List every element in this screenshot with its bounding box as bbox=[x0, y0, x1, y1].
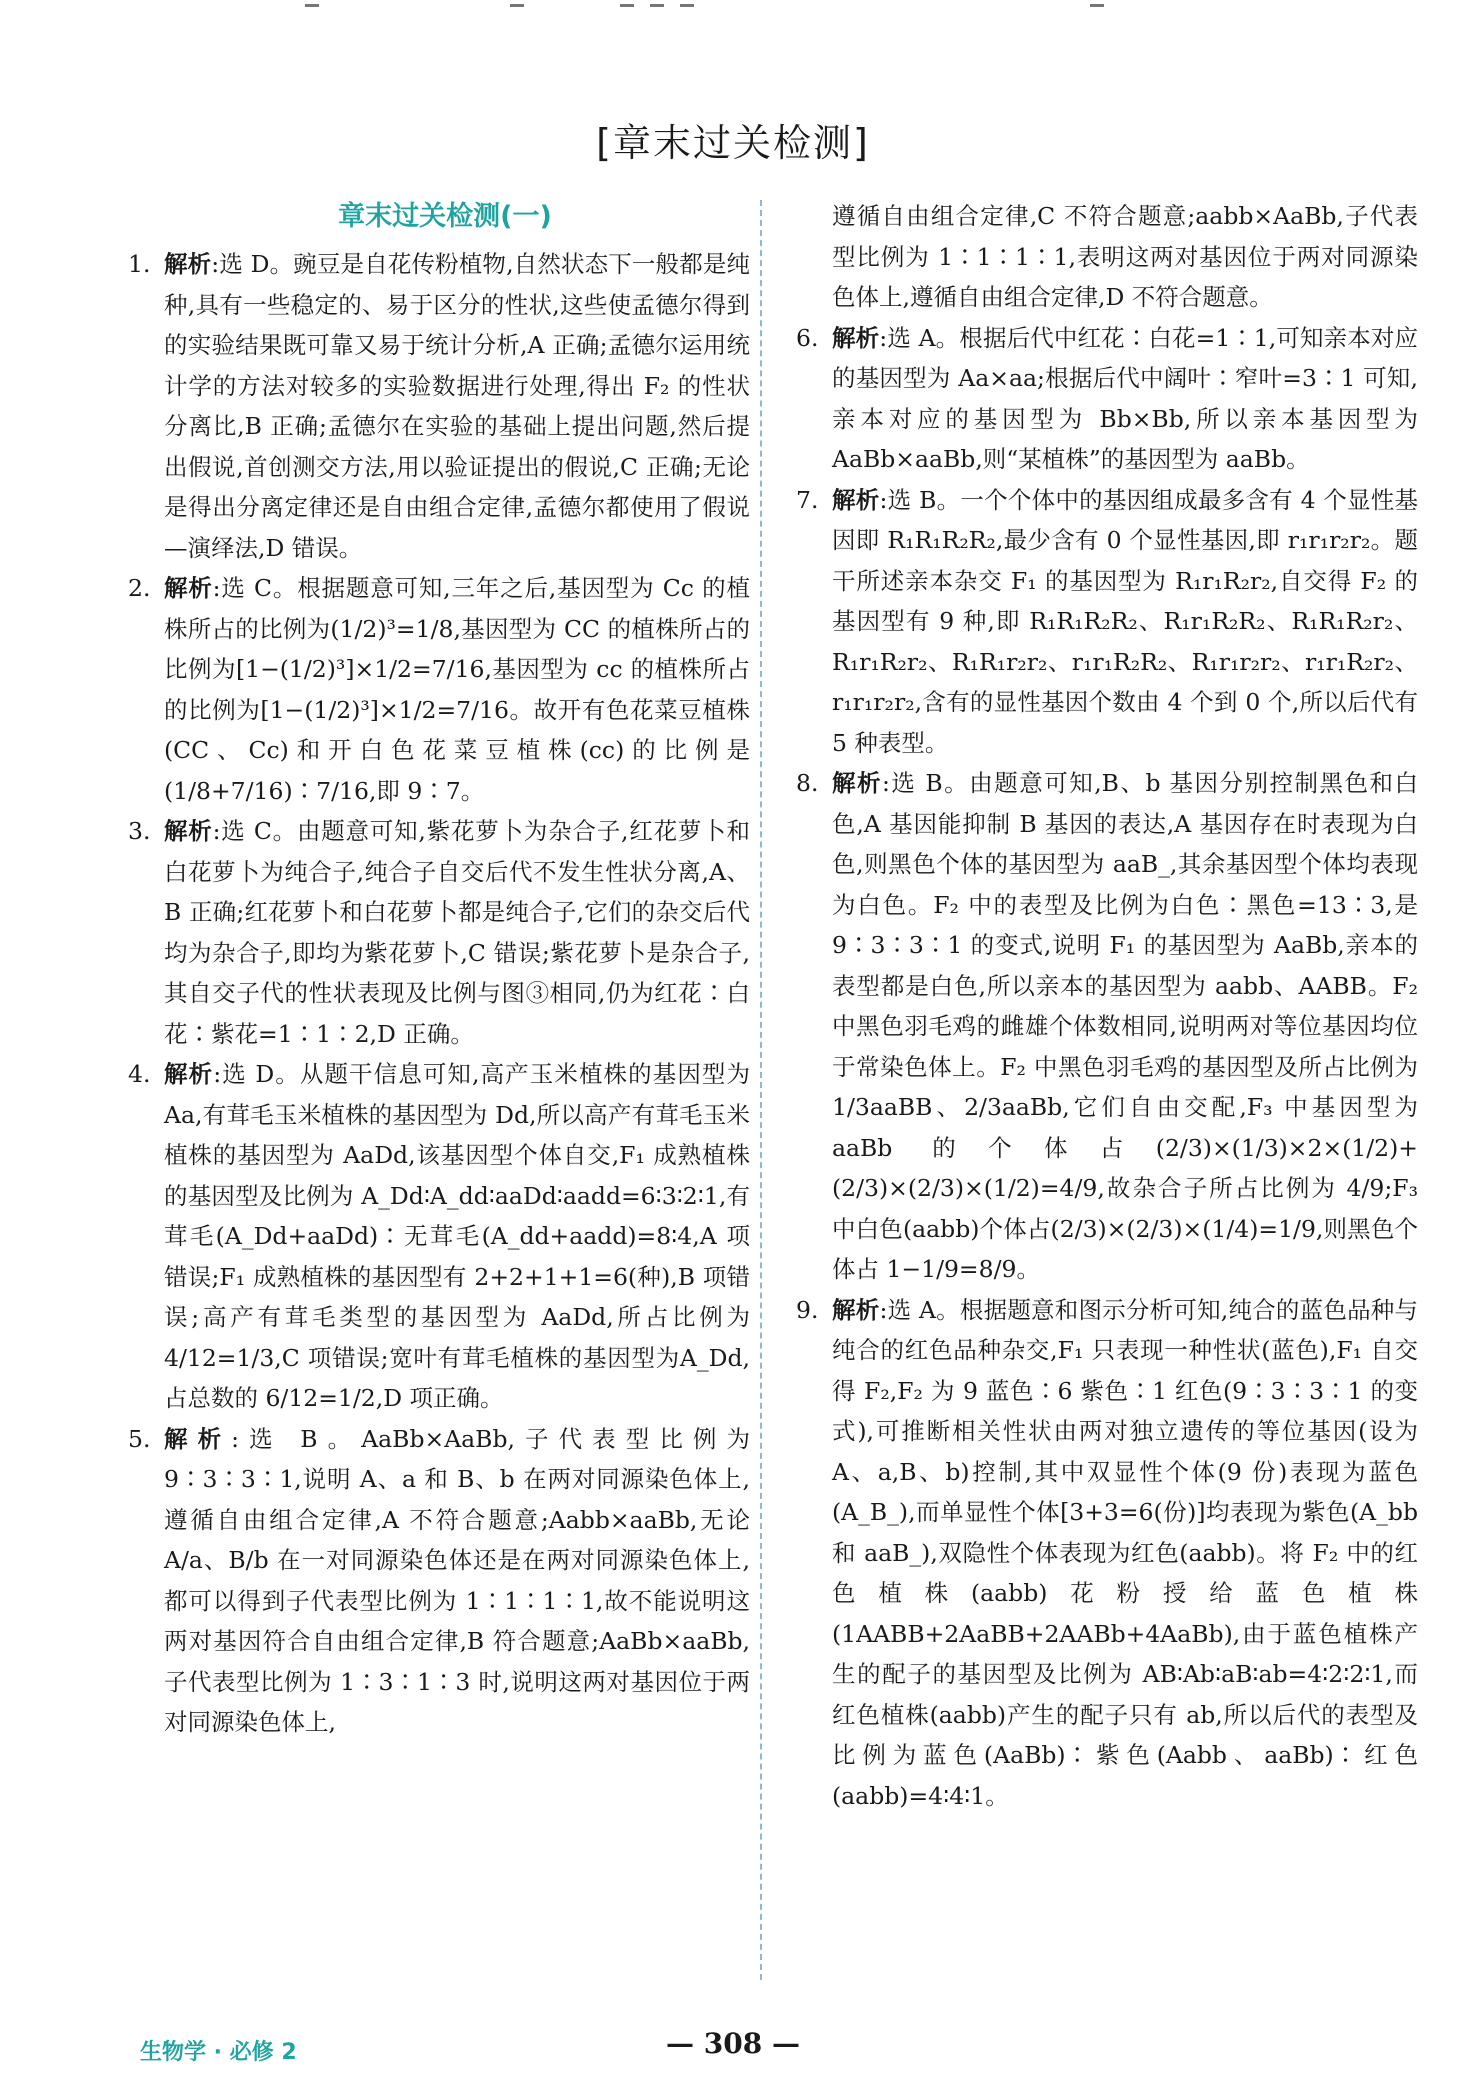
right-column bbox=[796, 196, 1419, 1816]
item-number: 9. bbox=[796, 1295, 819, 1324]
item-text: :选 A。根据后代中红花∶白花=1∶1,可知亲本对应的基因型为 Aa×aa;根据后代中阔叶∶窄叶=3∶1 可知,亲本对应的基因型为 Bb×Bb,所以亲本基因型为 AaBb×aaBb,则“某植株”的基因型为 aaBb。 bbox=[832, 323, 1419, 473]
page-number: — 308 — bbox=[666, 2027, 800, 2060]
continuation-text: 遵循自由组合定律,C 不符合题意;aabb×AaBb,子代表型比例为 1∶1∶1∶1,表明这两对基因位于两对同源染色体上,遵循自由组合定律,D 不符合题意。 bbox=[832, 202, 1418, 311]
answer-keyword: 解析 bbox=[832, 485, 880, 514]
item-text: :选 B。由题意可知,B、b 基因分别控制黑色和白色,A 基因能抑制 B 基因的表达,A 基因存在时表现为白色,则黑色个体的基因型为 aaB_,其余基因型个体均表现为白色。F₂ 中的表型及比例为白色∶黑色=13∶3,是 9∶3∶3∶1 的变式,说明 F₁ 的基因型为 AaBb,亲本的表型都是白色,所以亲本的基因型为 aabb、AABB。F₂ 中黑色羽毛鸡的雌雄个体数相同,说明两对等位基因均位于常染色体上。F₂ 中黑色羽毛鸡的基因型及所占比例为1/3aaBB、2/3aaBb,它们自由交配,F₃ 中基因型为 aaBb 的个体占(2/3)×(1/3)×2×(1/2)+(2/3)×(2/3)×(1/2)=4/9,故杂合子所占比例为 4/9;F₃ 中白色(aabb)个体占(2/3)×(2/3)×(1/4)=1/9,则黑色个体占 1−1/9=8/9。 bbox=[832, 769, 1418, 1283]
answer-keyword: 解析 bbox=[164, 817, 213, 845]
item-number: 6. bbox=[796, 323, 819, 352]
answer-keyword: 解析 bbox=[832, 769, 883, 797]
answer-keyword: 解析 bbox=[832, 1295, 880, 1324]
item-text: :选 D。豌豆是自花传粉植物,自然状态下一般都是纯种,具有一些稳定的、易于区分的性状,这些使孟德尔得到的实验结果既可靠又易于统计分析,A 正确;孟德尔运用统计学的方法对较多的实验数据进行处理,得出 F₂ 的性状分离比,B 正确;孟德尔在实验的基础上提出问题,然后提出假说,首创测交方法,用以验证提出的假说,C 正确;无论是得出分离定律还是自由组合定律,孟德尔都使用了假说—演绎法,D 错误。 bbox=[164, 250, 750, 562]
top-crop-marks bbox=[0, 0, 1466, 14]
item-number: 7. bbox=[796, 485, 819, 514]
item-text: :选 D。从题干信息可知,高产玉米植株的基因型为 Aa,有茸毛玉米植株的基因型为 Dd,所以高产有茸毛玉米植株的基因型为 AaDd,该基因型个体自交,F₁ 成熟植株的基因型及比例为 A_Dd∶A_dd∶aaDd∶aadd=6∶3∶2∶1,有茸毛(A_Dd+aaDd)∶无茸毛(A_dd+aadd)=8∶4,A 项错误;F₁ 成熟植株的基因型有 2+2+1+1=6(种),B 项错误;高产有茸毛类型的基因型为 AaDd,所占比例为 4/12=1/3,C 项错误;宽叶有茸毛植株的基因型为A_Dd,占总数的 6/12=1/2,D 项正确。 bbox=[164, 1060, 750, 1412]
item-number: 5. bbox=[128, 1424, 151, 1453]
answer-item bbox=[128, 244, 750, 568]
item-number: 3. bbox=[128, 817, 151, 845]
item-number: 2. bbox=[128, 574, 151, 602]
answer-keyword: 解析 bbox=[164, 1060, 214, 1088]
left-column bbox=[128, 196, 751, 1743]
answer-item bbox=[128, 1054, 750, 1419]
right-items bbox=[796, 318, 1419, 1817]
answer-item bbox=[128, 811, 750, 1054]
answer-keyword: 解析 bbox=[164, 250, 212, 278]
item-number: 4. bbox=[128, 1060, 151, 1088]
answer-item bbox=[128, 568, 751, 811]
item-number: 8. bbox=[796, 769, 819, 797]
answer-keyword: 解析 bbox=[832, 323, 880, 352]
item-text: :选 B。AaBb×AaBb,子代表型比例为 9∶3∶3∶1,说明 A、a 和 B、b 在两对同源染色体上,遵循自由组合定律,A 不符合题意;Aabb×aaBb,无论 A/a、B/b 在一对同源染色体还是在两对同源染色体上,都可以得到子代表型比例为 1∶1∶1∶1,故不能说明这两对基因符合自由组合定律,B 符合题意;AaBb×aaBb,子代表型比例为 1∶3∶1∶3 时,说明这两对基因位于两对同源染色体上, bbox=[164, 1424, 750, 1736]
answer-item bbox=[796, 1290, 1419, 1817]
answer-keyword: 解析 bbox=[164, 1424, 232, 1453]
chapter-banner: [章末过关检测] bbox=[596, 121, 870, 165]
column-divider bbox=[760, 200, 762, 1980]
item-text: :选 C。由题意可知,紫花萝卜为杂合子,红花萝卜和白花萝卜为纯合子,纯合子自交后代不发生性状分离,A、B 正确;红花萝卜和白花萝卜都是纯合子,它们的杂交后代均为杂合子,即均为紫花萝卜,C 错误;紫花萝卜是杂合子,其自交子代的性状表现及比例与图③相同,仍为红花∶白花∶紫花=1∶1∶2,D 正确。 bbox=[164, 817, 750, 1048]
answer-keyword: 解析 bbox=[164, 574, 213, 602]
item-text: :选 C。根据题意可知,三年之后,基因型为 Cc 的植株所占的比例为(1/2)³=1/8,基因型为 CC 的植株所占的比例为[1−(1/2)³]×1/2=7/16,基因型为 cc 的植株所占的比例为[1−(1/2)³]×1/2=7/16。故开有色花菜豆植株(CC、Cc)和开白色花菜豆植株(cc)的比例是(1/8+7/16)∶7/16,即 9∶7。 bbox=[164, 574, 751, 805]
answer-item bbox=[796, 763, 1418, 1290]
item-text: :选 A。根据题意和图示分析可知,纯合的蓝色品种与纯合的红色品种杂交,F₁ 只表现一种性状(蓝色),F₁ 自交得 F₂,F₂ 为 9 蓝色∶6 紫色∶1 红色(9∶3∶3∶1 的变式),可推断相关性状由两对独立遗传的等位基因(设为 A、a,B、b)控制,其中双显性个体(9 份)表现为蓝色(A_B_),而单显性个体[3+3=6(份)]均表现为紫色(A_bb 和 aaB_),双隐性个体表现为红色(aabb)。将 F₂ 中的红色植株(aabb)花粉授给蓝色植株(1AABB+2AaBB+2AABb+4AaBb),由于蓝色植株产生的配子的基因型及比例为 AB∶Ab∶aB∶ab=4∶2∶2∶1,而红色植株(aabb)产生的配子只有 ab,所以后代的表型及比例为蓝色(AaBb)∶紫色(Aabb、aaBb)∶红色(aabb)=4∶4∶1。 bbox=[832, 1295, 1419, 1810]
answer-item bbox=[796, 480, 1418, 764]
item-number: 1. bbox=[128, 250, 151, 278]
item-text: :选 B。一个个体中的基因组成最多含有 4 个显性基因即 R₁R₁R₂R₂,最少含有 0 个显性基因,即 r₁r₁r₂r₂。题干所述亲本杂交 F₁ 的基因型为 R₁r₁R₂r₂,自交得 F₂ 的基因型有 9 种,即 R₁R₁R₂R₂、R₁r₁R₂R₂、R₁R₁R₂r₂、R₁r₁R₂r₂、R₁R₁r₂r₂、r₁r₁R₂R₂、R₁r₁r₂r₂、r₁r₁R₂r₂、r₁r₁r₂r₂,含有的显性基因个数由 4 个到 0 个,所以后代有 5 种表型。 bbox=[832, 485, 1418, 757]
answer-item bbox=[128, 1419, 750, 1743]
left-items bbox=[128, 244, 751, 1743]
section-title: 章末过关检测(一) bbox=[338, 201, 552, 232]
answer-item bbox=[796, 318, 1419, 480]
footer-subject: 生物学 · 必修 2 bbox=[140, 2040, 297, 2065]
